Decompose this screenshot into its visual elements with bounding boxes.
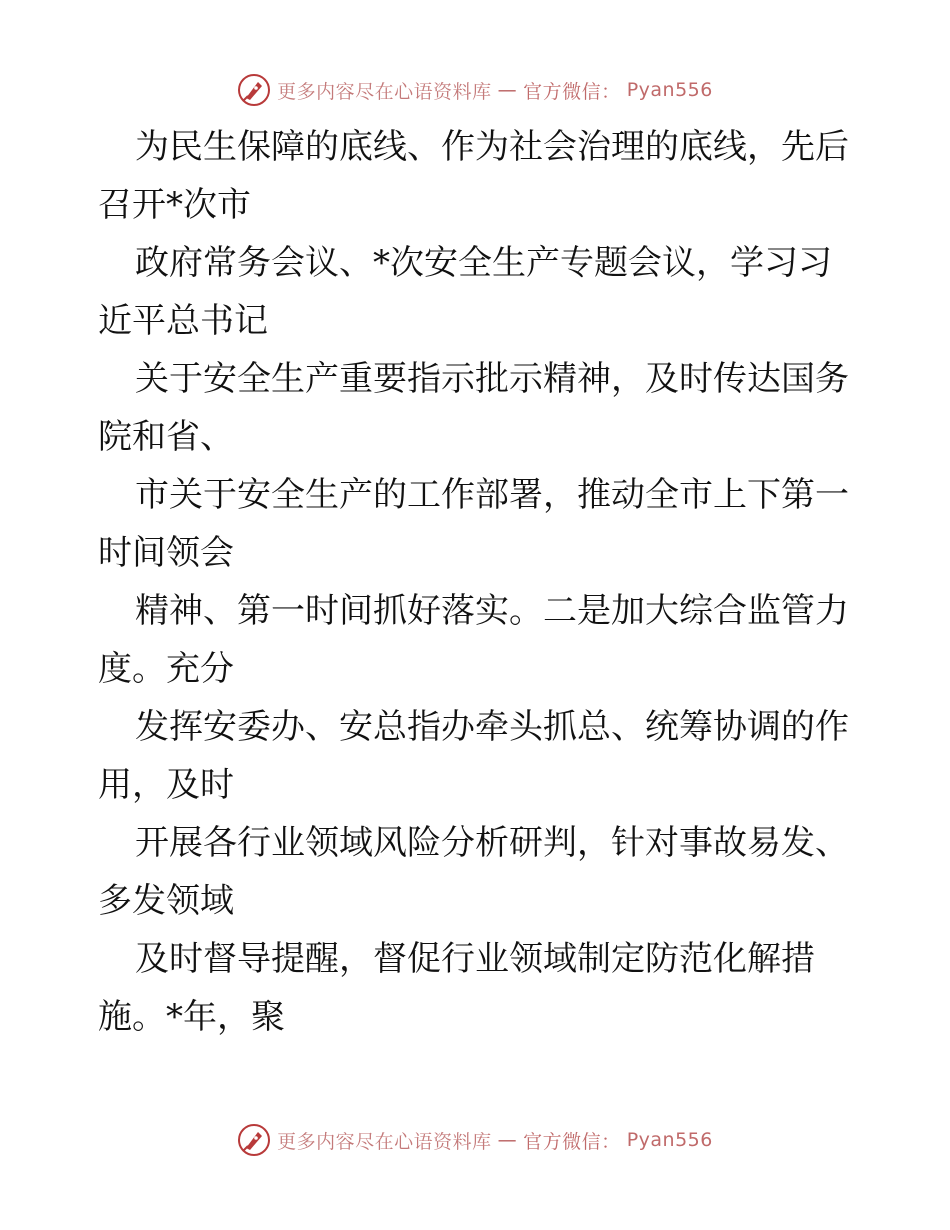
paragraph	[98, 814, 858, 930]
paragraph-line: 及时督导提醒，督促行业领域制定防范化解措	[135, 939, 815, 979]
paragraph	[98, 698, 858, 814]
header-watermark	[0, 68, 950, 112]
paragraph	[98, 930, 858, 1046]
paragraph-line: 度。充分	[98, 649, 234, 689]
paragraph-line: 关于安全生产重要指示批示精神，及时传达国务	[135, 359, 849, 399]
watermark-wechat-label: 官方微信：	[523, 1130, 621, 1153]
watermark-site-text: 更多内容尽在心语资料库	[277, 1130, 492, 1153]
watermark-wechat-id: Pyan556	[626, 79, 713, 101]
paragraph-line: 为民生保障的底线、作为社会治理的底线，先后	[135, 127, 849, 167]
paragraph-line: 市关于安全生产的工作部署，推动全市上下第一	[135, 475, 849, 515]
paragraph-line: 近平总书记	[98, 301, 268, 341]
document-body	[98, 118, 858, 1046]
watermark-site-text: 更多内容尽在心语资料库	[277, 80, 492, 103]
paragraph-line: 院和省、	[98, 417, 234, 457]
paragraph-line: 召开*次市	[98, 185, 251, 225]
paragraph-line: 精神、第一时间抓好落实。二是加大综合监管力	[135, 591, 849, 631]
paragraph	[98, 350, 858, 466]
pen-nib-logo-icon	[237, 1123, 271, 1157]
watermark-wechat-id: Pyan556	[626, 1129, 713, 1151]
pen-nib-logo-icon	[237, 73, 271, 107]
watermark-dash: —	[497, 1129, 518, 1151]
paragraph-line: 政府常务会议、*次安全生产专题会议，学习习	[135, 243, 832, 283]
paragraph-line: 时间领会	[98, 533, 234, 573]
paragraph	[98, 118, 858, 234]
paragraph-line: 用，及时	[98, 765, 234, 805]
paragraph-line: 施。*年，聚	[98, 997, 285, 1037]
paragraph	[98, 466, 858, 582]
paragraph-line: 开展各行业领域风险分析研判，针对事故易发、	[135, 823, 849, 863]
paragraph	[98, 582, 858, 698]
paragraph	[98, 234, 858, 350]
watermark-wechat-label: 官方微信：	[523, 80, 621, 103]
paragraph-line: 发挥安委办、安总指办牵头抓总、统筹协调的作	[135, 707, 849, 747]
footer-watermark	[0, 1118, 950, 1162]
paragraph-line: 多发领域	[98, 881, 234, 921]
watermark-dash: —	[497, 79, 518, 101]
